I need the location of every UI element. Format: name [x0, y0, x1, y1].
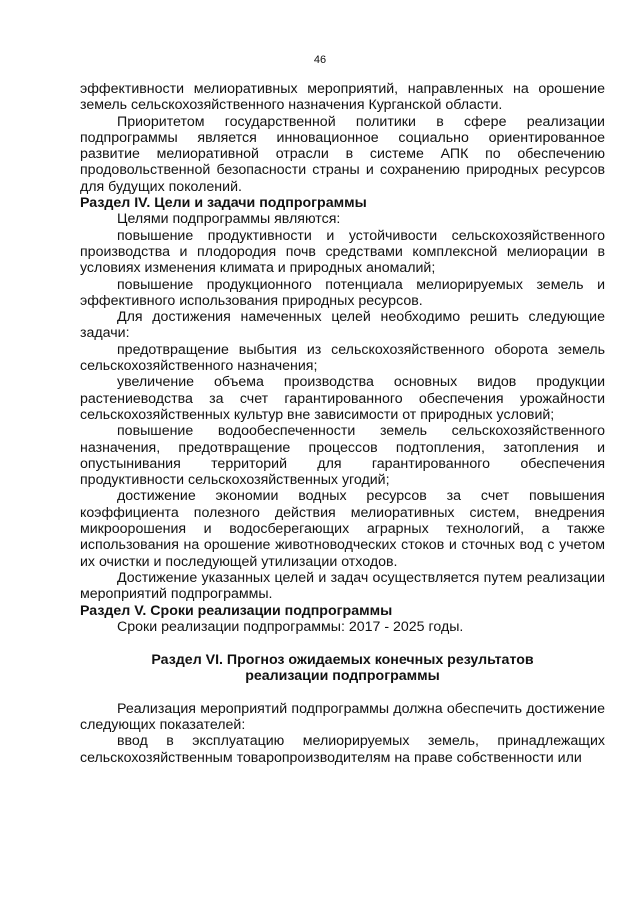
goal-item-1: повышение продуктивности и устойчивости сельскохозяйственного производства и плодородия почв средствами комплексной мелиорации в условиях изменения климата и природных аномалий;: [80, 227, 605, 277]
section-6-item-1: ввод в эксплуатацию мелиорируемых земель, принадлежащих сельскохозяйственным товаропроизводителям на праве собственности или: [80, 733, 605, 766]
tasks-intro: Для достижения намеченных целей необходимо решить следующие задачи:: [80, 309, 605, 342]
goal-item-2: повышение продукционного потенциала мелиорируемых земель и эффективного использования природных ресурсов.: [80, 276, 605, 309]
task-item-1: предотвращение выбытия из сельскохозяйственного оборота земель сельскохозяйственного назначения;: [80, 341, 605, 375]
section-5-heading: Раздел V. Сроки реализации подпрограммы: [80, 602, 393, 619]
intro-paragraph-2: Приоритетом государственной политики в сфере реализации подпрограммы является инновационное социально ориентированное развитие мелиоративной отрасли в системе АПК по обеспечению продовольственной безопасности страны и сохранению природных ресурсов для будущих поколений.: [80, 113, 605, 195]
document-body: [80, 81, 605, 766]
section-4-closing: Достижение указанных целей и задач осуществляется путем реализации мероприятий подпрограммы.: [80, 569, 605, 603]
goals-intro: Целями подпрограммы являются:: [117, 211, 341, 228]
section-6-heading-line-2: реализации подпрограммы: [245, 668, 440, 685]
section-4-heading: Раздел IV. Цели и задачи подпрограммы: [80, 195, 367, 212]
section-6-intro: Реализация мероприятий подпрограммы должна обеспечить достижение следующих показателей:: [80, 700, 605, 733]
task-item-3: повышение водообеспеченности земель сельскохозяйственного назначения, предотвращение процессов подтопления, затопления и опустынивания территорий для гарантированного обеспечения продуктивности сельскохозяйственных угодий;: [80, 423, 605, 489]
section-5-text: Сроки реализации подпрограммы: 2017 - 2025 годы.: [117, 618, 464, 635]
intro-paragraph-1: эффективности мелиоративных мероприятий, направленных на орошение земель сельскохозяйственного назначения Курганской области.: [80, 81, 605, 114]
section-6-heading-line-1: Раздел VI. Прогноз ожидаемых конечных результатов: [151, 652, 534, 669]
task-item-2: увеличение объема производства основных видов продукции растениеводства за счет гарантированного обеспечения урожайности сельскохозяйственных культур вне зависимости от природных условий;: [80, 374, 605, 423]
page-number: 46: [313, 54, 327, 66]
task-item-4: достижение экономии водных ресурсов за счет повышения коэффициента полезного действия мелиоративных систем, внедрения микроорошения и водосберегающих аграрных технологий, а также использования на орошение животноводческих стоков и сточных вод с учетом их очистки и последующей утилизации отходов.: [80, 488, 605, 570]
section-6-heading: [80, 652, 605, 685]
